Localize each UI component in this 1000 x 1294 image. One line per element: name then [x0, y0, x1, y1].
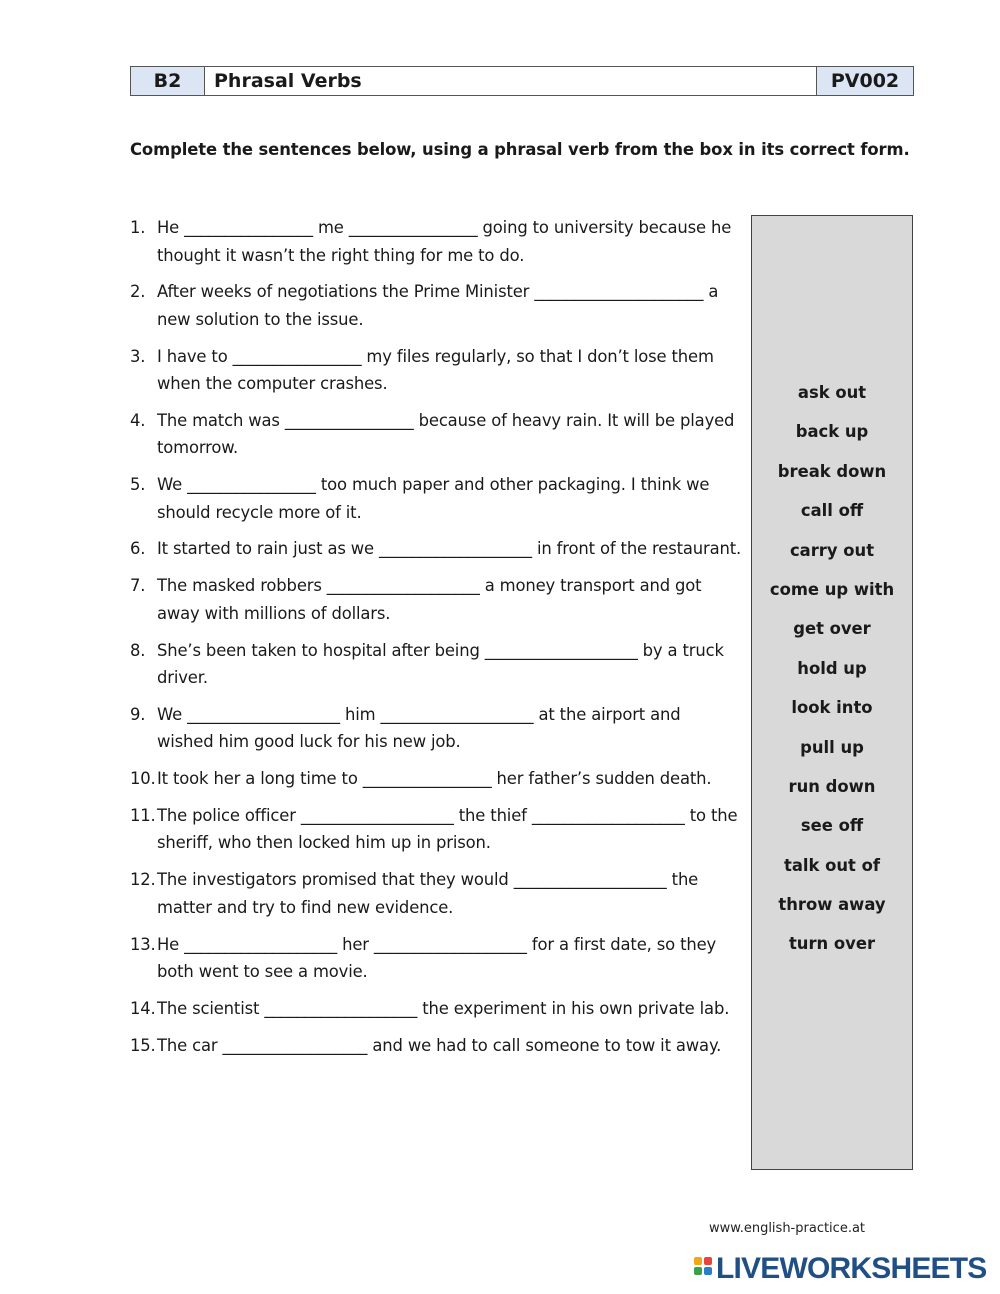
question-text: It started to rain just as we ___________________ in front of the restaurant.: [157, 539, 742, 559]
site-url[interactable]: www.english-practice.at: [709, 1221, 866, 1236]
question-number: 9.: [130, 704, 146, 724]
question-text: He ___________________ her ___________________ for a first date, so they both went to see a movie.: [157, 934, 717, 982]
worksheet-header: [130, 66, 914, 96]
question-item: [130, 214, 742, 269]
logo-square: [694, 1257, 702, 1265]
worksheet-code: PV002: [830, 70, 900, 92]
question-number: 2.: [130, 282, 146, 302]
question-text: The masked robbers ___________________ a money transport and got away with millions of dollars.: [157, 576, 702, 623]
logo-mark-icon: [694, 1255, 713, 1283]
worksheet-title: Phrasal Verbs: [205, 67, 817, 95]
question-text: After weeks of negotiations the Prime Minister _____________________ a new solution to the issue.: [157, 282, 719, 329]
question-number: 3.: [130, 346, 146, 366]
word-option: talk out of: [784, 855, 880, 875]
question-item: [130, 535, 742, 563]
word-option: get over: [793, 619, 871, 639]
word-option: carry out: [789, 540, 875, 560]
word-box: [751, 215, 913, 1170]
question-text: We ___________________ him ___________________ at the airport and wished him good luck for his new job.: [157, 704, 681, 752]
liveworksheets-logo: [694, 1252, 987, 1286]
logo-text: LIVEWORKSHEETS: [716, 1252, 987, 1285]
question-number: 8.: [130, 640, 146, 660]
word-option: throw away: [778, 895, 886, 915]
question-number: 10.: [130, 769, 156, 789]
logo-square: [704, 1257, 712, 1265]
word-option: look into: [791, 698, 873, 718]
word-option: come up with: [769, 579, 895, 599]
word-option: back up: [795, 422, 869, 442]
word-option: turn over: [788, 934, 876, 954]
question-number: 5.: [130, 475, 146, 495]
question-item: [130, 407, 742, 462]
question-text: The match was ________________ because of heavy rain. It will be played tomorrow.: [157, 410, 735, 458]
question-item: [130, 866, 742, 921]
question-item: [130, 572, 742, 627]
question-text: The police officer ___________________ the thief ___________________ to the sheriff, who then locked him up in prison.: [157, 805, 738, 853]
question-list: [130, 214, 742, 1068]
question-number: 1.: [130, 218, 146, 237]
word-option: hold up: [797, 658, 867, 678]
question-item: [130, 931, 742, 986]
question-number: 11.: [130, 805, 156, 825]
word-list: [752, 378, 912, 969]
question-item: [130, 802, 742, 857]
word-option: break down: [777, 461, 887, 481]
question-item: [130, 637, 742, 692]
question-number: 4.: [130, 410, 146, 430]
word-option: see off: [800, 816, 864, 836]
question-item: [130, 343, 742, 398]
question-text: We ________________ too much paper and other packaging. I think we should recycle more of it.: [157, 475, 710, 522]
question-text: I have to ________________ my files regularly, so that I don’t lose them when the computer crashes.: [157, 346, 714, 394]
question-text: She’s been taken to hospital after being ___________________ by a truck driver.: [157, 640, 724, 688]
instructions: Complete the sentences below, using a phrasal verb from the box in its correct form.: [130, 140, 910, 159]
logo-square: [704, 1267, 712, 1275]
question-number: 6.: [130, 539, 146, 559]
question-number: 14.: [130, 998, 156, 1018]
word-option: call off: [800, 501, 864, 521]
question-text: The scientist ___________________ the experiment in his own private lab.: [157, 998, 730, 1018]
question-text: The car __________________ and we had to call someone to tow it away.: [157, 1035, 722, 1055]
question-item: [130, 765, 742, 793]
question-item: [130, 278, 742, 333]
word-option: pull up: [800, 737, 864, 757]
question-item: [130, 1032, 742, 1060]
word-option: run down: [788, 776, 876, 796]
question-item: [130, 995, 742, 1023]
word-option: ask out: [797, 383, 867, 402]
question-text: He ________________ me ________________ going to university because he thought it wasn’t the right thing for me to do.: [157, 218, 732, 265]
question-text: It took her a long time to ________________ her father’s sudden death.: [157, 769, 712, 789]
question-number: 15.: [130, 1035, 156, 1055]
question-number: 13.: [130, 934, 156, 954]
level-label: B2: [131, 67, 205, 95]
question-item: [130, 701, 742, 756]
question-text: The investigators promised that they would ___________________ the matter and try to find new evidence.: [157, 870, 699, 917]
question-item: [130, 471, 742, 526]
logo-square: [694, 1267, 702, 1275]
question-number: 7.: [130, 576, 146, 596]
question-number: 12.: [130, 870, 156, 890]
